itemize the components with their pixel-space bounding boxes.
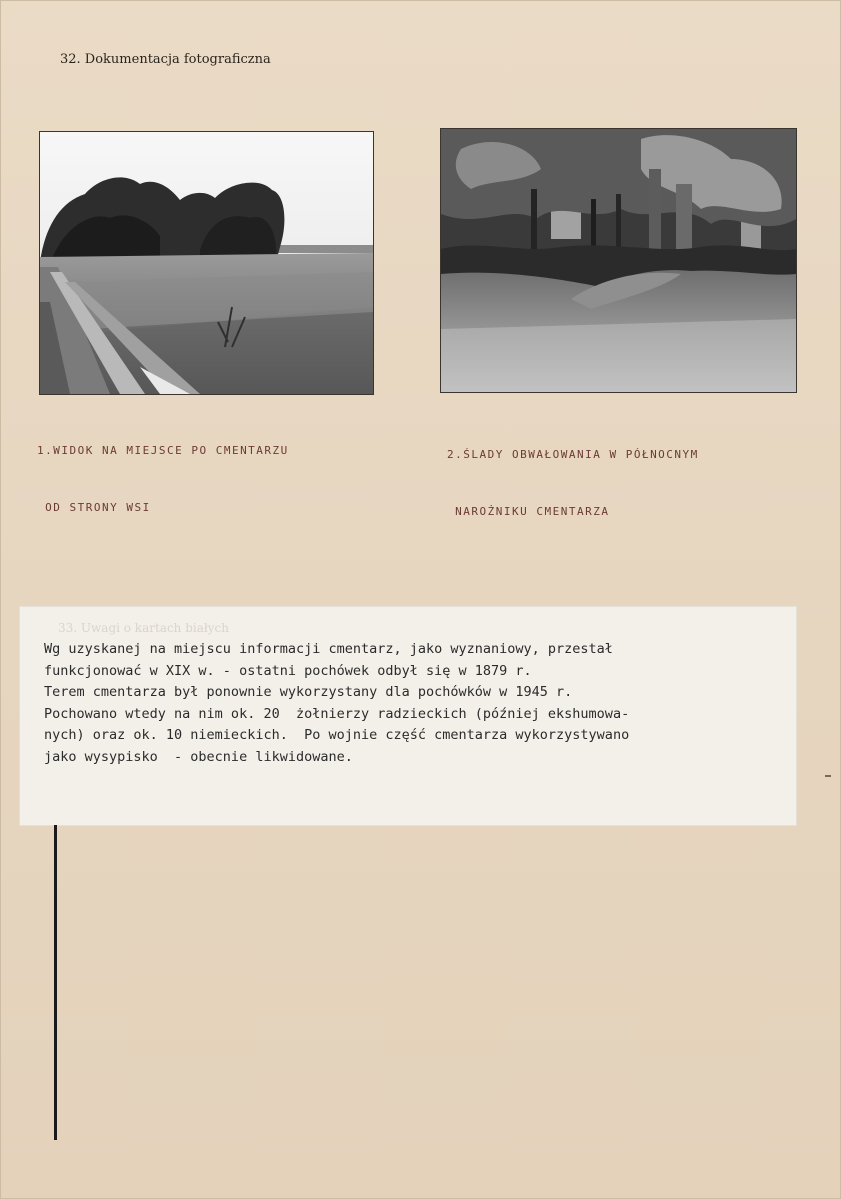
- caption-2-line-2: NAROŻNIKU CMENTARZA: [447, 505, 610, 518]
- caption-2-line-1: 2.ŚLADY OBWAŁOWANIA W PÓŁNOCNYM: [447, 448, 699, 461]
- notes-line: jako wysypisko - obecnie likwidowane.: [44, 748, 353, 765]
- notes-line: funkcjonować w XIX w. - ostatni pochówek odbył się w 1879 r.: [44, 662, 532, 679]
- notes-line: Wg uzyskanej na miejscu informacji cmentarz, jako wyznaniowy, przestał: [44, 641, 613, 657]
- section-heading: 32. Dokumentacja fotograficzna: [60, 52, 271, 67]
- notes-line: Pochowano wtedy na nim ok. 20 żołnierzy radzieckich (później ekshumowa-: [44, 705, 630, 722]
- photo-caption-2: [447, 407, 699, 559]
- notes-line: Terem cmentarza był ponownie wykorzystany dla pochówków w 1945 r.: [44, 684, 573, 700]
- margin-rule: [54, 825, 57, 1140]
- notes-line: nych) oraz ok. 10 niemieckich. Po wojnie część cmentarza wykorzystywano: [44, 727, 630, 743]
- caption-1-line-1: 1.WIDOK NA MIEJSCE PO CMENTARZU: [37, 444, 289, 457]
- notes-faded-label: 33. Uwagi o kartach białych: [58, 621, 230, 635]
- notes-text: [44, 639, 784, 768]
- photo-embankment-view: [440, 128, 797, 393]
- edge-mark: [825, 775, 831, 777]
- notes-strip: [20, 607, 796, 825]
- photo-field-view: [39, 131, 374, 395]
- caption-1-line-2: OD STRONY WSI: [37, 501, 151, 514]
- photo-caption-1: [37, 403, 289, 555]
